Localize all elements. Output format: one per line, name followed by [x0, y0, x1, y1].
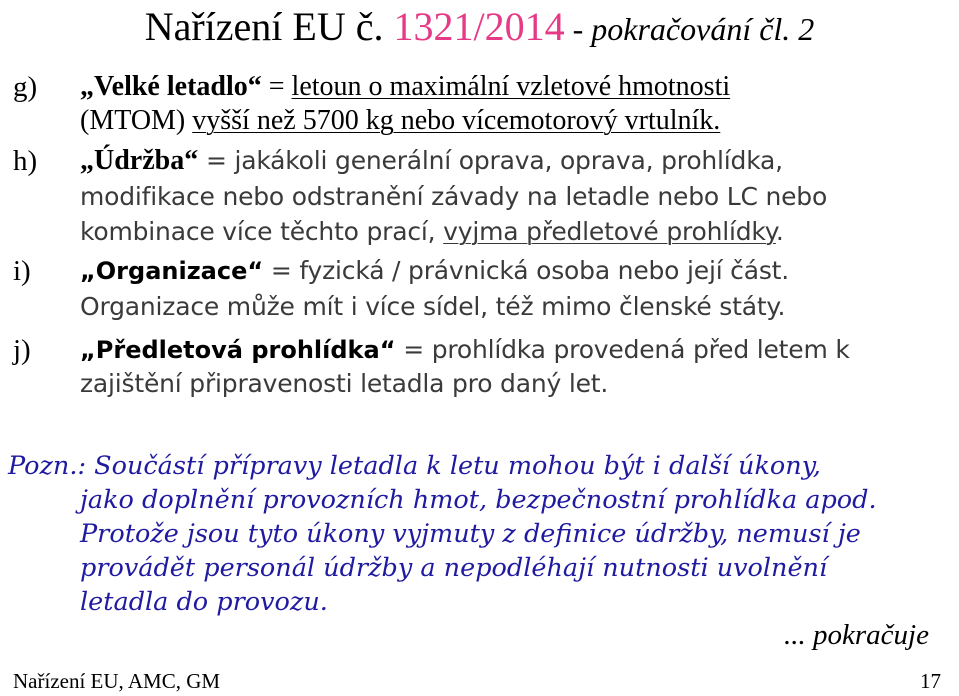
note-prefix: Pozn. [8, 451, 78, 481]
item-g-line2-pre: (MTOM) [80, 105, 193, 136]
item-h-line2: modifikace nebo odstranění závady na letadle nebo LC nebo [80, 182, 828, 211]
note-line1 [8, 450, 821, 483]
item-j-line1-text: = prohlídka provedená před letem k [395, 335, 850, 364]
item-g-term: „Velké letadlo“ [80, 71, 262, 102]
item-j-term: „Předletová prohlídka“ [80, 336, 396, 364]
item-g-eq: = [261, 71, 292, 102]
note-line3: Protože jsou tyto úkony vyjmuty z definice údržby, nemusí je [80, 519, 861, 549]
slide-title [0, 4, 959, 52]
item-j-line2: zajištění připravenosti letadla pro daný let. [80, 369, 609, 398]
item-g-label: g) [13, 71, 38, 103]
item-j-line1 [80, 333, 850, 371]
footer-source: Nařízení EU, AMC, GM [13, 669, 221, 693]
item-g-line1 [80, 70, 730, 104]
note-line4: provádět personál údržby a nepodléhají nutnosti uvolnění [80, 553, 828, 583]
item-i-line2: Organizace může mít i více sídel, též mimo členské státy. [80, 292, 786, 321]
item-i-label: i) [13, 255, 31, 287]
item-h-line1-text: = jakákoli generální oprava, oprava, prohlídka, [198, 146, 783, 175]
item-g-line2-underlined: vyšší než 5700 kg nebo vícemotorový vrtulník. [192, 105, 721, 136]
item-h-line3-underlined: vyjma předletové prohlídky [443, 217, 776, 246]
item-h-line1 [80, 144, 783, 178]
item-j-label: j) [13, 334, 31, 366]
item-h-line3 [80, 215, 784, 249]
continues-label: ... pokračuje [784, 619, 929, 651]
title-suffix: - pokračování čl. 2 [564, 11, 815, 47]
title-main: Nařízení EU č. [144, 4, 394, 49]
item-i-line1 [80, 254, 789, 292]
item-h-term: „Údržba“ [80, 145, 199, 176]
title-regulation-number: 1321/2014 [393, 4, 565, 49]
note-line2: jako doplnění provozních hmot, bezpečnostní prohlídka apod. [80, 485, 877, 515]
item-g-line2 [80, 104, 720, 138]
note-line1-text: : Součástí přípravy letadla k letu mohou být i další úkony, [77, 451, 821, 481]
item-g-def1: letoun o maximální vzletové hmotnosti [291, 71, 731, 102]
item-i-line1-text: = fyzická / právnická osoba nebo její část. [263, 256, 790, 285]
item-i-term: „Organizace“ [80, 257, 264, 285]
page-number: 17 [920, 669, 941, 693]
item-h-line3-pre: kombinace více těchto prací, [80, 217, 444, 246]
note-line5: letadla do provozu. [80, 587, 328, 617]
item-h-label: h) [13, 145, 38, 177]
item-h-line3-end: . [775, 217, 784, 246]
